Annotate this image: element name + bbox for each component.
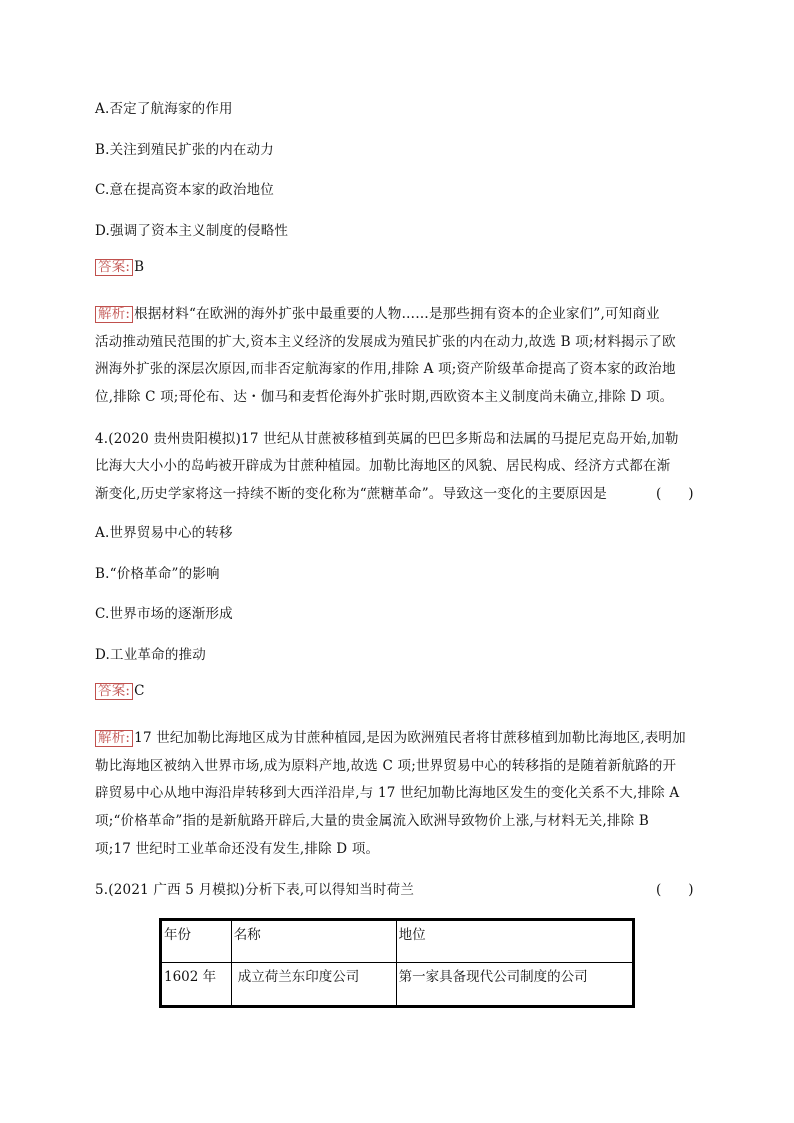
table-header-name: 名称: [231, 920, 396, 963]
answer-value: C: [134, 683, 145, 699]
q5-table: [159, 918, 635, 1008]
q3-option-d: D.强调了资本主义制度的侵略性: [95, 223, 289, 239]
q4-analysis-line-5: 项;17 世纪时工业革命还没有发生,排除 D 项。: [95, 841, 380, 857]
answer-value: B: [134, 259, 145, 275]
q4-stem-line-2: 比海大大小小的岛屿被开辟成为甘蔗种植园。加勒比海地区的风貌、居民构成、经济方式都在渐: [95, 458, 671, 474]
table-cell-status: 第一家具备现代公司制度的公司: [396, 963, 633, 1007]
q4-stem-line-3: 渐变化,历史学家将这一持续不断的变化称为“蔗糖革命”。导致这一变化的主要原因是: [95, 486, 607, 502]
table-header-year: 年份: [161, 920, 232, 963]
answer-label: 答案:: [95, 683, 133, 700]
q4-answer: [95, 683, 145, 700]
table-header-status: 地位: [396, 920, 633, 963]
q3-answer: [95, 259, 144, 276]
q3-option-a: A.否定了航海家的作用: [95, 101, 233, 117]
q4-stem-line-1: 4.(2020 贵州贵阳模拟)17 世纪从甘蔗被移植到英属的巴巴多斯岛和法属的马提尼克岛开始,加勒: [95, 431, 679, 447]
q4-option-a: A.世界贸易中心的转移: [95, 525, 233, 541]
table-cell-year: 1602 年: [161, 963, 232, 1007]
table-cell-name: 成立荷兰东印度公司: [231, 963, 396, 1007]
q4-answer-paren: ( ): [656, 486, 694, 502]
analysis-label: 解析:: [95, 730, 133, 747]
q4-analysis-line-1: 解析: 17 世纪加勒比海地区成为甘蔗种植园,是因为欧洲殖民者将甘蔗移植到加勒比海地区,表明加: [95, 726, 686, 747]
q3-option-b: B.关注到殖民扩张的内在动力: [95, 142, 275, 158]
q4-analysis-line-4: 项;“价格革命”指的是新航路开辟后,大量的贵金属流入欧洲导致物价上涨,与材料无关,排除 B: [95, 813, 649, 829]
table-row: [161, 963, 634, 1007]
q3-analysis-line-2: 活动推动殖民范围的扩大,资本主义经济的发展成为殖民扩张的内在动力,故选 B 项;材料揭示了欧: [95, 334, 676, 350]
q3-analysis-line-3: 洲海外扩张的深层次原因,而非否定航海家的作用,排除 A 项;资产阶级革命提高了资本家的政治地: [95, 361, 676, 377]
q5-answer-paren: ( ): [656, 882, 694, 898]
q3-option-c: C.意在提高资本家的政治地位: [95, 182, 274, 198]
q3-analysis-line-1: 解析: 根据材料“在欧洲的海外扩张中最重要的人物……是那些拥有资本的企业家们”,可知商业: [95, 302, 660, 323]
q4-option-b: B.“价格革命”的影响: [95, 566, 220, 582]
q3-analysis-line-4: 位,排除 C 项;哥伦布、达・伽马和麦哲伦海外扩张时期,西欧资本主义制度尚未确立,排除 D 项。: [95, 389, 674, 405]
q4-analysis-line-2: 勒比海地区被纳入世界市场,成为原料产地,故选 C 项;世界贸易中心的转移指的是随着新航路的开: [95, 758, 677, 774]
analysis-label: 解析:: [95, 306, 133, 323]
q5-stem: 5.(2021 广西 5 月模拟)分析下表,可以得知当时荷兰: [95, 882, 415, 898]
answer-label: 答案:: [95, 259, 133, 276]
q4-analysis-line-3: 辟贸易中心从地中海沿岸转移到大西洋沿岸,与 17 世纪加勒比海地区发生的变化关系不大,排除 A: [95, 785, 680, 801]
q4-option-d: D.工业革命的推动: [95, 647, 206, 663]
q4-option-c: C.世界市场的逐渐形成: [95, 606, 233, 622]
table-header-row: [161, 920, 634, 963]
